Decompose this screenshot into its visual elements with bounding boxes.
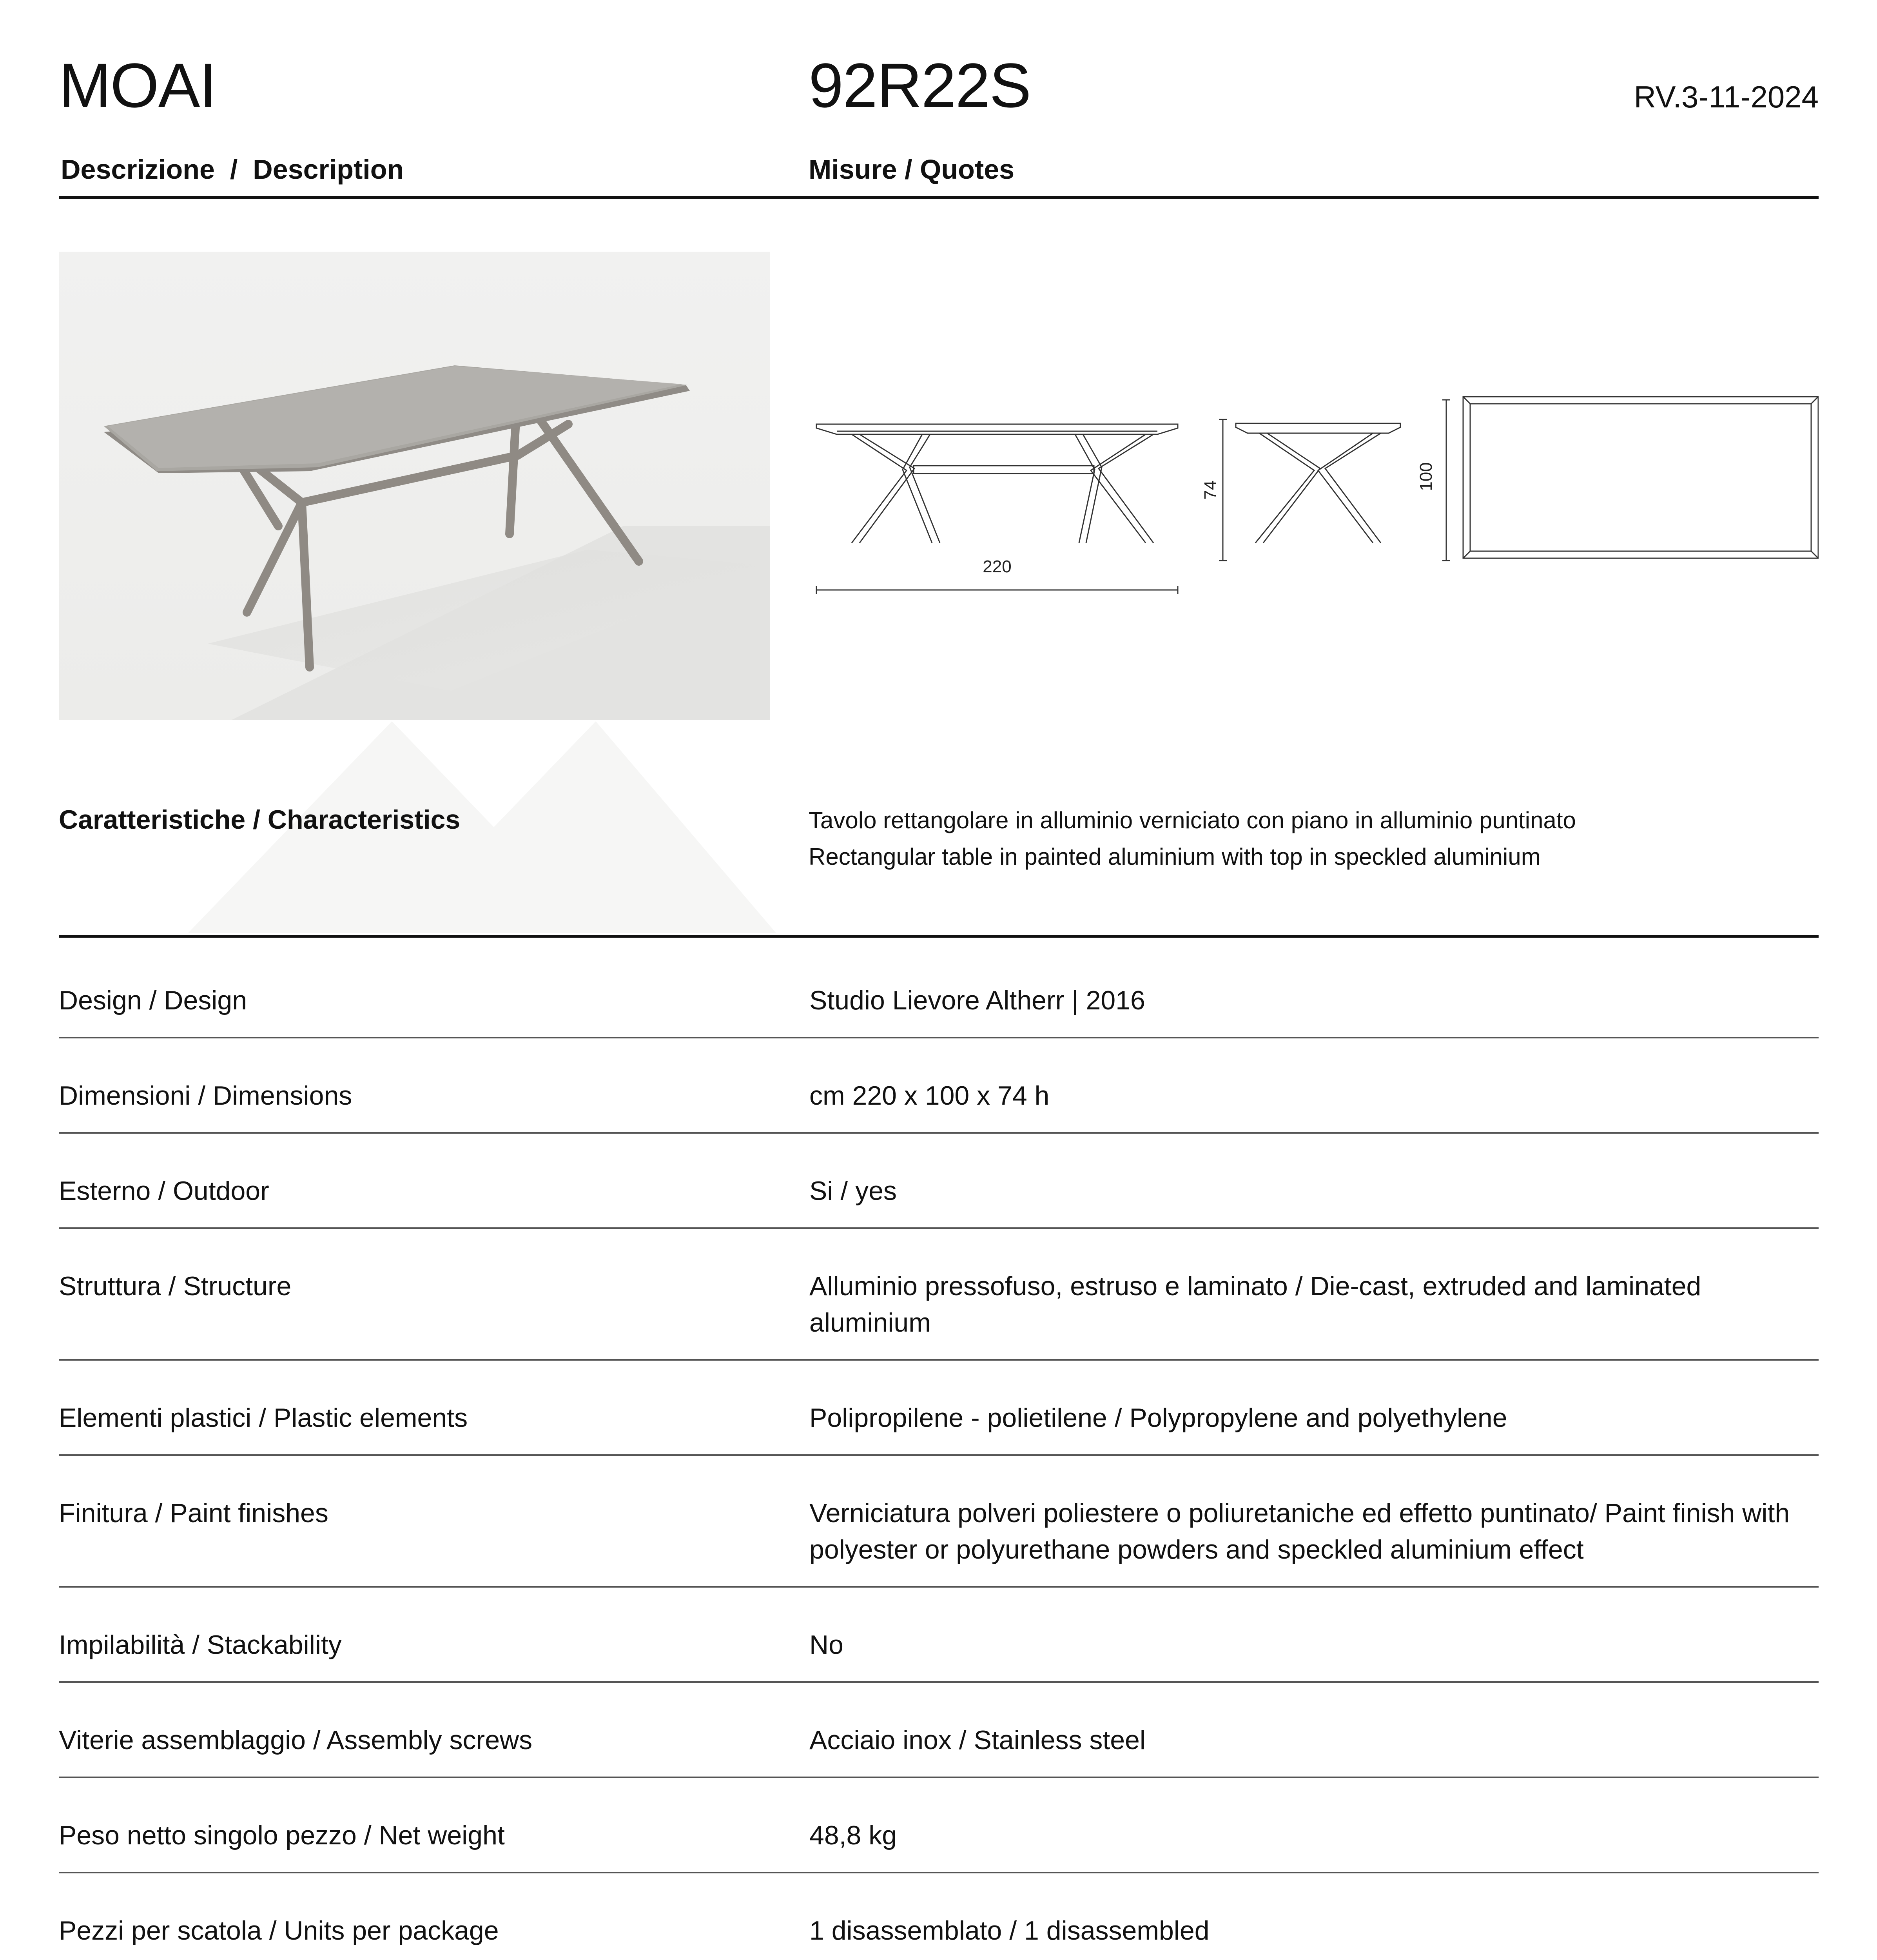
- spec-value: 1 disassemblato / 1 disassembled: [809, 1916, 1210, 1945]
- spec-label: Pezzi per scatola / Units per package: [59, 1916, 499, 1945]
- spec-label: Viterie assemblaggio / Assembly screws: [59, 1725, 533, 1755]
- spec-row-plastic-elements: [59, 1361, 1819, 1456]
- product-photo: [59, 252, 770, 720]
- product-code: 92R22S: [809, 50, 1031, 120]
- spec-value: Acciaio inox / Stainless steel: [809, 1725, 1146, 1755]
- top-view-drawing: [1442, 397, 1818, 561]
- spec-row-outdoor: [59, 1134, 1819, 1229]
- spec-value: Polipropilene - polietilene / Polypropylene and polyethylene: [809, 1403, 1507, 1433]
- header-divider: [59, 196, 1819, 199]
- spec-label: Design / Design: [59, 985, 247, 1015]
- spec-label: Finitura / Paint finishes: [59, 1498, 328, 1528]
- table-photo-image: [59, 252, 770, 720]
- characteristics-divider: [59, 935, 1819, 938]
- spec-row-net-weight: [59, 1778, 1819, 1873]
- characteristics-description: [809, 802, 1788, 875]
- spec-value: 48,8 kg: [809, 1820, 897, 1850]
- spec-row-assembly-screws: [59, 1683, 1819, 1778]
- spec-value: Verniciatura polveri poliestere o poliuretaniche ed effetto puntinato/ Paint finish with polyester or polyurethane powders and speckled aluminium effect: [809, 1498, 1790, 1564]
- technical-drawings: [809, 376, 1819, 612]
- spec-row-dimensions: [59, 1038, 1819, 1134]
- height-dimension-label: 74: [1201, 480, 1220, 500]
- description-heading: Descrizione / Description: [61, 154, 404, 185]
- width-dimension-label: 100: [1416, 462, 1436, 491]
- spec-label: Dimensioni / Dimensions: [59, 1081, 352, 1111]
- spec-row-units-per-package: [59, 1873, 1819, 1960]
- spec-row-stackability: [59, 1588, 1819, 1683]
- drawings-svg: [809, 376, 1819, 612]
- characteristics-line-en: Rectangular table in painted aluminium with top in speckled aluminium: [809, 844, 1541, 870]
- spec-value: Studio Lievore Altherr | 2016: [809, 985, 1145, 1015]
- spec-label: Struttura / Structure: [59, 1271, 292, 1301]
- collection-title: MOAI: [59, 50, 216, 120]
- characteristics-heading: Caratteristiche / Characteristics: [59, 805, 461, 835]
- spec-table: [59, 941, 1819, 1960]
- spec-value: Alluminio pressofuso, estruso e laminato / Die-cast, extruded and laminated aluminium: [809, 1271, 1701, 1338]
- characteristics-line-it: Tavolo rettangolare in alluminio verniciato con piano in alluminio puntinato: [809, 807, 1576, 833]
- spec-row-design: [59, 941, 1819, 1038]
- spec-label: Impilabilità / Stackability: [59, 1630, 342, 1660]
- spec-label: Esterno / Outdoor: [59, 1176, 269, 1206]
- spec-label: Peso netto singolo pezzo / Net weight: [59, 1820, 505, 1850]
- spec-value: Si / yes: [809, 1176, 897, 1206]
- spec-row-paint-finishes: [59, 1456, 1819, 1588]
- revision-label: RV.3-11-2024: [1634, 80, 1819, 114]
- side-view-drawing: [1219, 419, 1400, 561]
- spec-value: No: [809, 1630, 843, 1660]
- spec-label: Elementi plastici / Plastic elements: [59, 1403, 468, 1433]
- spec-value: cm 220 x 100 x 74 h: [809, 1081, 1050, 1111]
- measures-heading: Misure / Quotes: [809, 154, 1015, 185]
- length-dimension-label: 220: [983, 557, 1012, 576]
- spec-row-structure: [59, 1229, 1819, 1361]
